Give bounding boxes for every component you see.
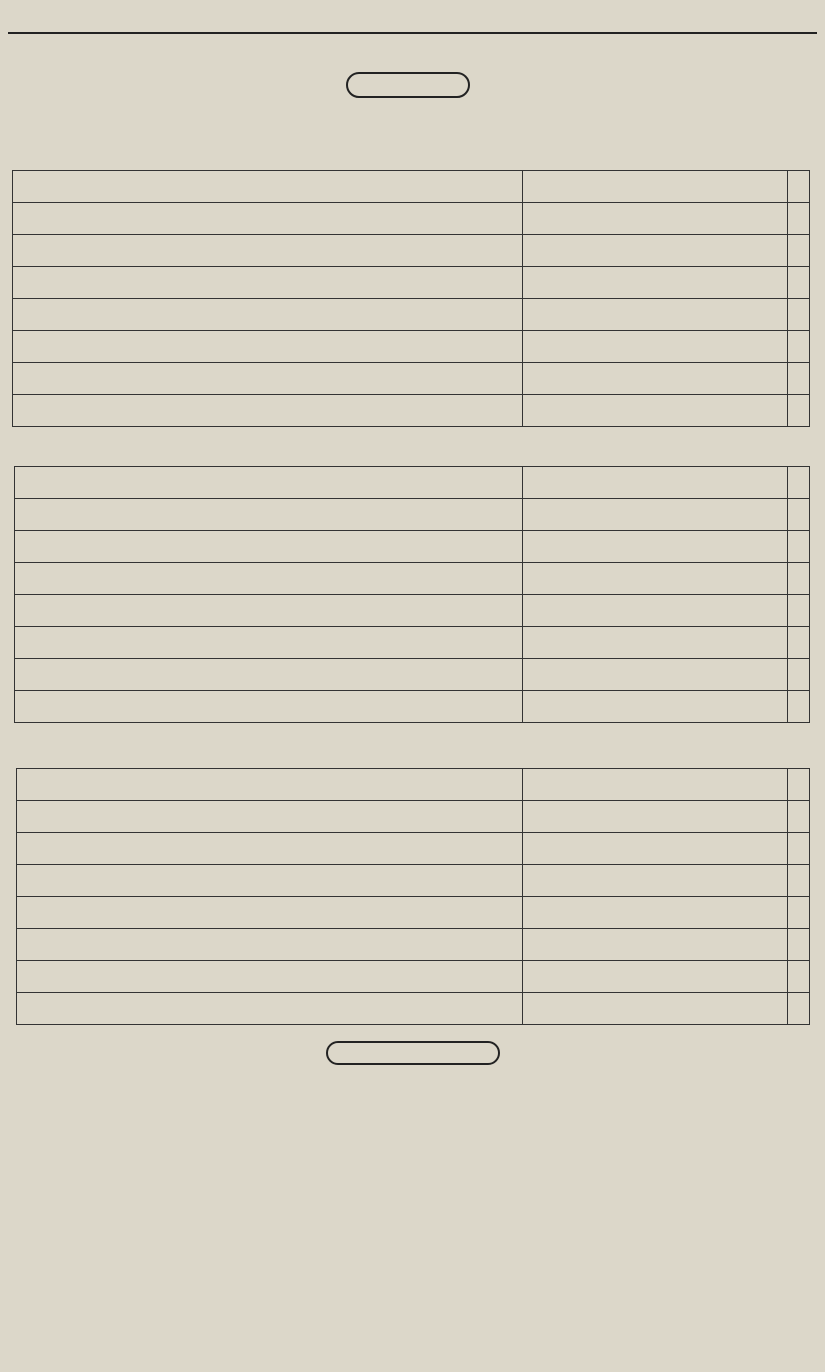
- q2-question-ur: [523, 299, 788, 331]
- table-row: [13, 203, 810, 235]
- q2-question-number: [788, 363, 810, 395]
- table-row: [17, 961, 810, 993]
- q4-question-en: [17, 865, 523, 897]
- q3-question-number: [788, 595, 810, 627]
- table-row: [13, 331, 810, 363]
- q2-question-en: [13, 395, 523, 427]
- table-row: [15, 531, 810, 563]
- section-pill: [346, 72, 470, 98]
- q3-question-ur: [523, 467, 788, 499]
- table-row: [13, 267, 810, 299]
- q4-question-number: [788, 801, 810, 833]
- table-row: [15, 627, 810, 659]
- q2-question-en: [13, 235, 523, 267]
- q3-question-ur: [523, 659, 788, 691]
- q3-question-ur: [523, 499, 788, 531]
- q4-question-en: [17, 929, 523, 961]
- q4-question-ur: [523, 993, 788, 1025]
- part2-pill: [326, 1041, 500, 1065]
- q3-question-number: [788, 691, 810, 723]
- q2-question-number: [788, 235, 810, 267]
- table-row: [17, 897, 810, 929]
- table-row: [15, 595, 810, 627]
- table-row: [15, 563, 810, 595]
- q3-question-ur: [523, 691, 788, 723]
- q3-question-ur: [523, 595, 788, 627]
- q2-question-ur: [523, 331, 788, 363]
- q4-question-ur: [523, 897, 788, 929]
- q4-question-number: [788, 897, 810, 929]
- q4-question-ur: [523, 961, 788, 993]
- q3-question-en: [15, 659, 523, 691]
- q3-question-number: [788, 563, 810, 595]
- q4-question-number: [788, 865, 810, 897]
- q3-question-number: [788, 659, 810, 691]
- table-row: [13, 395, 810, 427]
- q3-question-en: [15, 531, 523, 563]
- q4-question-ur: [523, 801, 788, 833]
- q3-question-ur: [523, 627, 788, 659]
- q3-question-number: [788, 531, 810, 563]
- table-row: [17, 833, 810, 865]
- q2-table: [12, 170, 810, 427]
- q2-question-number: [788, 267, 810, 299]
- table-row: [13, 299, 810, 331]
- q2-question-number: [788, 299, 810, 331]
- q3-question-number: [788, 627, 810, 659]
- table-row: [13, 171, 810, 203]
- q2-question-ur: [523, 203, 788, 235]
- q3-question-en: [15, 595, 523, 627]
- q2-question-ur: [523, 235, 788, 267]
- table-row: [17, 769, 810, 801]
- table-row: [13, 363, 810, 395]
- table-row: [17, 929, 810, 961]
- q4-question-ur: [523, 769, 788, 801]
- q2-question-ur: [523, 171, 788, 203]
- q3-question-en: [15, 691, 523, 723]
- q4-question-ur: [523, 929, 788, 961]
- q4-question-en: [17, 897, 523, 929]
- q4-table: [16, 768, 810, 1025]
- q3-question-en: [15, 467, 523, 499]
- table-row: [13, 235, 810, 267]
- q2-question-en: [13, 363, 523, 395]
- table-row: [15, 659, 810, 691]
- q2-question-number: [788, 171, 810, 203]
- q4-question-en: [17, 993, 523, 1025]
- q4-question-ur: [523, 865, 788, 897]
- q2-question-en: [13, 299, 523, 331]
- table-row: [17, 993, 810, 1025]
- table-row: [17, 865, 810, 897]
- q4-question-number: [788, 929, 810, 961]
- q4-question-number: [788, 993, 810, 1025]
- q3-question-en: [15, 627, 523, 659]
- q2-question-en: [13, 331, 523, 363]
- q4-question-ur: [523, 833, 788, 865]
- table-row: [15, 467, 810, 499]
- q3-question-ur: [523, 531, 788, 563]
- q2-question-ur: [523, 395, 788, 427]
- q3-table: [14, 466, 810, 723]
- q2-question-number: [788, 331, 810, 363]
- table-row: [17, 801, 810, 833]
- q2-question-ur: [523, 363, 788, 395]
- table-row: [15, 691, 810, 723]
- q3-question-number: [788, 499, 810, 531]
- q3-question-ur: [523, 563, 788, 595]
- q2-question-ur: [523, 267, 788, 299]
- q4-question-en: [17, 833, 523, 865]
- q2-question-number: [788, 203, 810, 235]
- q2-question-en: [13, 267, 523, 299]
- q2-question-number: [788, 395, 810, 427]
- header-rule: [8, 32, 817, 34]
- q4-question-number: [788, 961, 810, 993]
- q4-question-en: [17, 801, 523, 833]
- q3-question-number: [788, 467, 810, 499]
- q4-question-en: [17, 769, 523, 801]
- q3-question-en: [15, 563, 523, 595]
- q2-question-en: [13, 203, 523, 235]
- q2-question-en: [13, 171, 523, 203]
- table-row: [15, 499, 810, 531]
- q3-question-en: [15, 499, 523, 531]
- q4-question-en: [17, 961, 523, 993]
- q4-question-number: [788, 833, 810, 865]
- q4-question-number: [788, 769, 810, 801]
